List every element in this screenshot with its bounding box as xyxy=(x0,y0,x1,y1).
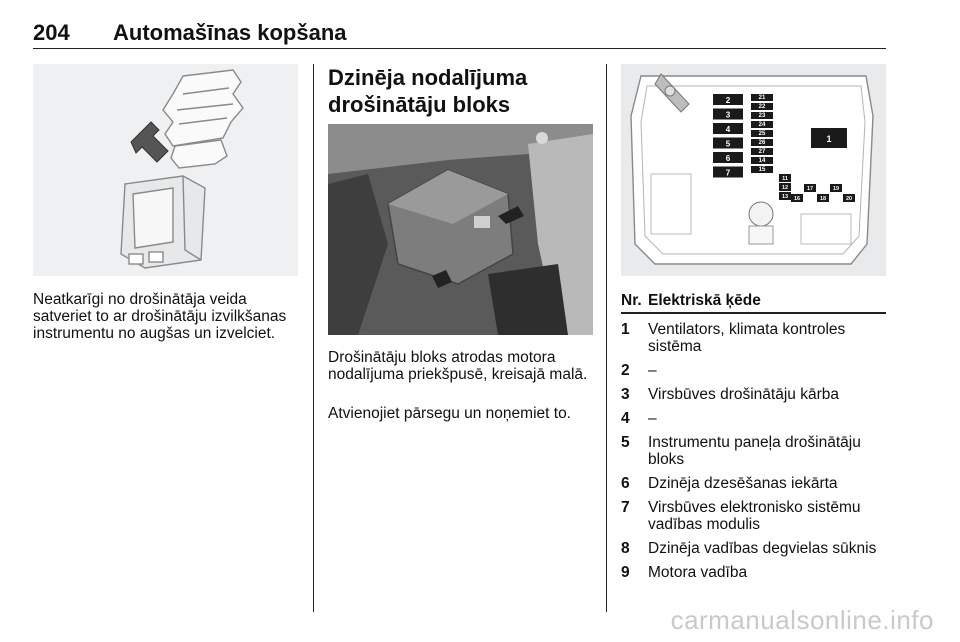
table-row xyxy=(621,321,886,355)
table-row xyxy=(621,564,886,581)
fuse-slot-label: 27 xyxy=(758,149,766,155)
row-text: Dzinēja dzesēšanas iekārta xyxy=(648,475,838,492)
row-number: 7 xyxy=(621,499,630,516)
fuse-slot-label: 23 xyxy=(758,113,766,119)
row-text: Instrumentu paneļa drošinātāju bloks xyxy=(648,434,861,468)
fuse-box-location-paragraph: Drošinātāju bloks atrodas motora nodalījuma priekšpusē, kreisajā malā. xyxy=(328,349,588,383)
fuse-slot-label: 22 xyxy=(758,104,766,110)
fuse-slot-label: 6 xyxy=(725,154,731,163)
fuse-slot-label: 25 xyxy=(758,131,766,137)
fuse-slot-label: 3 xyxy=(725,110,731,120)
row-text: Dzinēja vadības degvielas sūknis xyxy=(648,540,877,557)
table-row xyxy=(621,362,886,379)
watermark: carmanualsonline.info xyxy=(670,605,934,635)
table-row xyxy=(621,434,886,468)
column-divider-right xyxy=(606,64,607,612)
fuse-slot-label: 21 xyxy=(758,95,766,101)
table-row xyxy=(621,499,886,533)
fuse-slot-label: 24 xyxy=(758,122,766,128)
fuse-slot-label: 14 xyxy=(758,158,766,164)
fuse-relay-1-label: 1 xyxy=(826,134,832,144)
row-number: 9 xyxy=(621,564,630,581)
fuse-slot-label: 18 xyxy=(819,196,827,202)
fuse-slot-label: 26 xyxy=(758,140,766,146)
fuse-table xyxy=(621,290,886,581)
engine-compartment-photo xyxy=(328,124,593,335)
fuse-slot-label: 11 xyxy=(782,176,788,182)
row-number: 1 xyxy=(621,321,630,338)
row-text: Motora vadība xyxy=(648,564,748,581)
row-number: 6 xyxy=(621,475,630,492)
row-number: 5 xyxy=(621,434,630,451)
section-title: Dzinēja nodalījuma drošinātāju bloks xyxy=(328,65,528,117)
fuse-slot-label: 13 xyxy=(781,194,789,200)
page-header xyxy=(33,20,886,50)
fuse-extraction-illustration xyxy=(33,64,298,276)
row-number: 2 xyxy=(621,362,630,379)
row-text: Virsbūves elektronisko sistēmu vadības modulis xyxy=(648,499,861,533)
fuse-removal-paragraph: Neatkarīgi no drošinātāja veida satveriet to ar drošinātāju izvilkšanas instrumentu no augšas un izvelciet. xyxy=(33,291,287,342)
fuse-slot-label: 4 xyxy=(725,125,731,134)
fuse-slot-label: 2 xyxy=(725,96,731,105)
fuse-slot-label: 7 xyxy=(725,168,731,178)
fuse-slot-label: 16 xyxy=(793,196,801,202)
fuse-slot-label: 5 xyxy=(725,139,731,149)
row-text: Virsbūves drošinātāju kārba xyxy=(648,386,839,403)
fuse-slot-label: 15 xyxy=(758,167,766,173)
column-header-nr: Nr. xyxy=(621,292,642,309)
row-text: – xyxy=(648,410,657,427)
fuse-layout-diagram xyxy=(621,64,886,276)
remove-cover-paragraph: Atvienojiet pārsegu un noņemiet to. xyxy=(328,405,571,422)
fuse-slot-label: 20 xyxy=(845,196,853,202)
row-number: 8 xyxy=(621,540,630,557)
page-number: 204 xyxy=(33,20,70,45)
page-title: Automašīnas kopšana xyxy=(113,20,347,45)
row-text: Ventilators, klimata kontroles sistēma xyxy=(648,321,846,355)
header-divider xyxy=(33,48,886,49)
table-header xyxy=(621,290,886,314)
fuse-slot-label: 19 xyxy=(832,186,840,192)
row-text: – xyxy=(648,362,657,379)
fuse-slot-label: 17 xyxy=(806,186,814,192)
column-header-circuit: Elektriskā ķēde xyxy=(648,292,761,309)
fuse-slot-label: 12 xyxy=(781,185,789,191)
table-row xyxy=(621,410,886,427)
column-divider-left xyxy=(313,64,314,612)
row-number: 3 xyxy=(621,386,630,403)
table-row xyxy=(621,386,886,403)
table-row xyxy=(621,540,886,557)
row-number: 4 xyxy=(621,410,630,427)
table-row xyxy=(621,475,886,492)
